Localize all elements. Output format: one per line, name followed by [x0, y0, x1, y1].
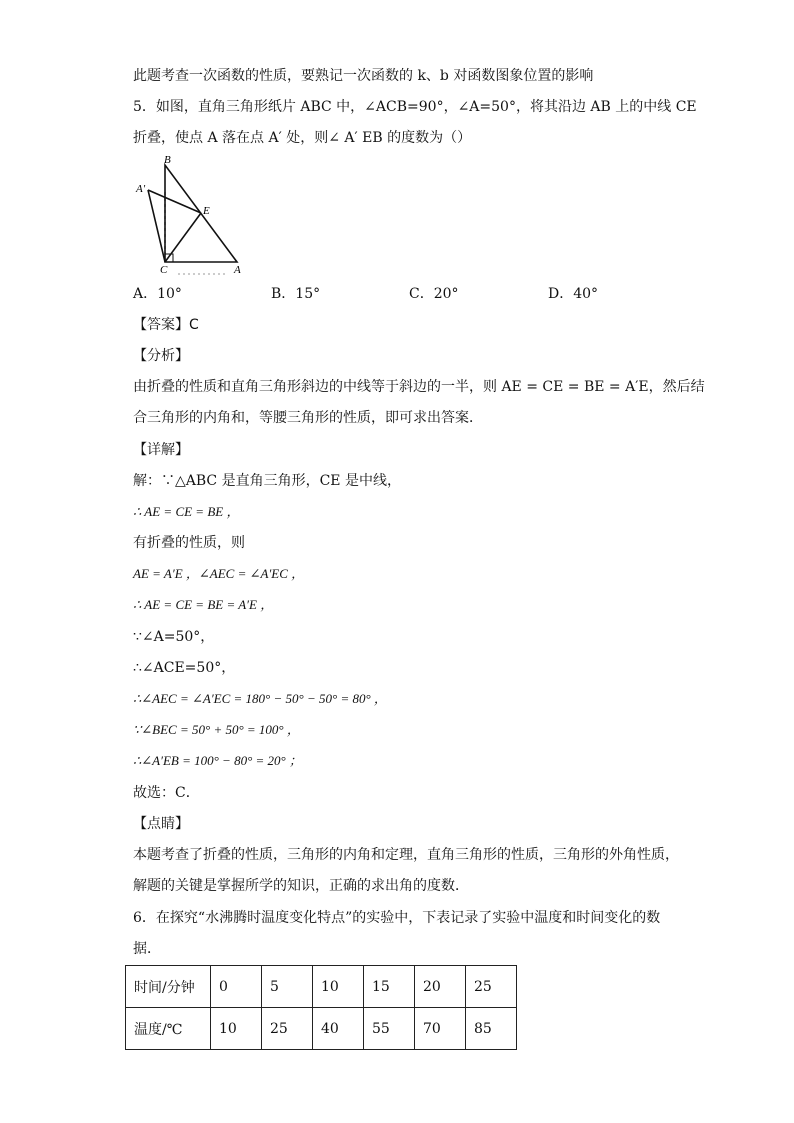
table-row	[126, 966, 517, 1008]
q5-option-b: B．15°	[271, 286, 321, 302]
analysis-tag: 【分析】	[133, 348, 189, 364]
solution-step: ∴ AE = CE = BE ，	[133, 504, 240, 519]
solution-step: ∴∠A′EB = 100° − 80° = 20° ；	[133, 753, 302, 768]
solution-step: ∴∠ACE=50°，	[133, 660, 236, 676]
answer-tag: 【答案】C	[133, 317, 199, 333]
label-c: C	[160, 264, 168, 276]
table-cell: 10	[211, 1008, 262, 1050]
analysis-line1: 由折叠的性质和直角三角形斜边的中线等于斜边的一半，则 AE = CE = BE = A′E，然后结	[133, 379, 705, 395]
q5-stem-line1: 5．如图，直角三角形纸片 ABC 中，∠ACB=90°，∠A=50°，将其沿边 AB 上的中线 CE	[133, 99, 697, 115]
table-cell: 5	[262, 966, 313, 1008]
q5-option-a: A．10°	[133, 286, 182, 302]
table-cell: 85	[466, 1008, 517, 1050]
table-cell: 0	[211, 966, 262, 1008]
table-cell: 70	[415, 1008, 466, 1050]
solution-step: ∴ AE = CE = BE = A′E ，	[133, 597, 274, 612]
comment-line2: 解题的关键是掌握所学的知识，正确的求出角的度数．	[133, 878, 469, 894]
table-row	[126, 1008, 517, 1050]
comment-line1: 本题考查了折叠的性质，三角形的内角和定理，直角三角形的性质，三角形的外角性质，	[133, 847, 679, 863]
table-header-cell: 时间/分钟	[126, 966, 211, 1008]
table-cell: 25	[466, 966, 517, 1008]
table-cell: 10	[313, 966, 364, 1008]
solution-step: 有折叠的性质，则	[133, 535, 245, 551]
solution-step: ∴∠AEC = ∠A′EC = 180° − 50° − 50° = 80° ，	[133, 691, 387, 706]
q6-data-table	[125, 965, 517, 1050]
q6-stem-line1: 6．在探究“水沸腾时温度变化特点”的实验中，下表记录了实验中温度和时间变化的数	[133, 910, 661, 926]
table-header-cell: 温度/℃	[126, 1008, 211, 1050]
table-cell: 55	[364, 1008, 415, 1050]
analysis-line2: 合三角形的内角和，等腰三角形的性质，即可求出答案．	[133, 410, 483, 426]
q5-stem-line2: 折叠，使点 A 落在点 A′ 处，则∠ A′ EB 的度数为（）	[133, 130, 472, 146]
solution-step: AE = A′E ，∠AEC = ∠A′EC ，	[133, 566, 305, 581]
solution-step: ∵∠A=50°，	[133, 629, 215, 645]
q5-figure	[130, 150, 255, 278]
comment-tag: 【点睛】	[133, 816, 189, 832]
q5-option-d: D．40°	[548, 286, 599, 302]
solution-step: 故选：C．	[133, 785, 200, 801]
detail-tag: 【详解】	[133, 442, 189, 458]
label-a-prime: A′	[136, 183, 146, 195]
table-cell: 40	[313, 1008, 364, 1050]
table-cell: 15	[364, 966, 415, 1008]
label-a: A	[234, 264, 241, 276]
table-cell: 25	[262, 1008, 313, 1050]
segment-ce	[165, 213, 201, 262]
q5-option-c: C．20°	[409, 286, 459, 302]
solution-step: 解：∵△ABC 是直角三角形，CE 是中线，	[133, 473, 401, 489]
intro-summary: 此题考查一次函数的性质，要熟记一次函数的 k、b 对函数图象位置的影响	[133, 68, 594, 84]
label-b: B	[164, 154, 171, 166]
label-e: E	[203, 205, 210, 217]
table-cell: 20	[415, 966, 466, 1008]
solution-step: ∵∠BEC = 50° + 50° = 100° ，	[133, 722, 300, 737]
segment-a-prime-c	[148, 190, 165, 262]
q6-stem-line2: 据．	[133, 941, 161, 957]
